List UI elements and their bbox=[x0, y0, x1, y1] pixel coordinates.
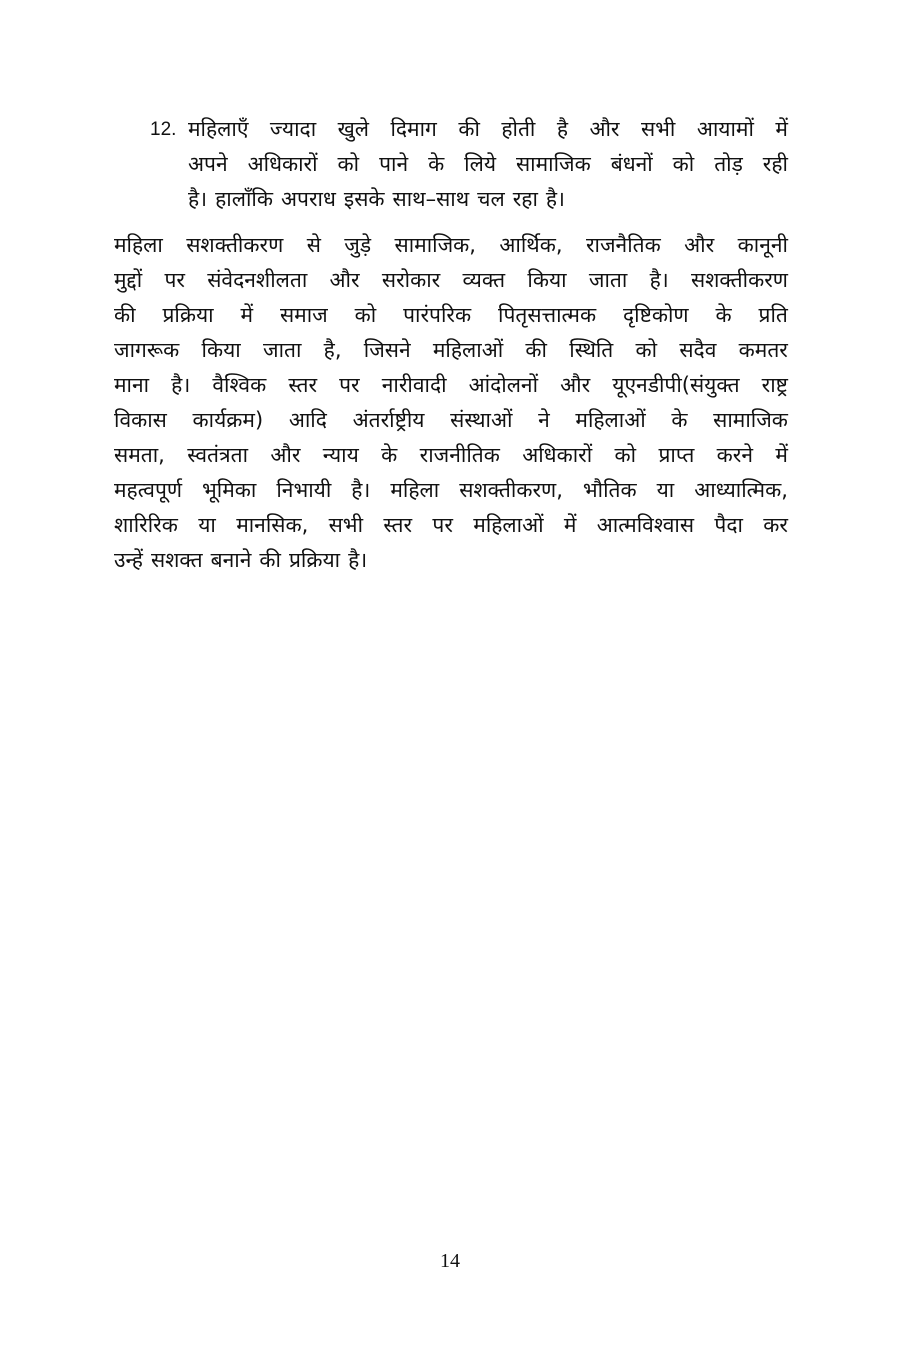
word: सामाजिक bbox=[515, 152, 591, 176]
word: इसके bbox=[343, 187, 385, 211]
word: प्राप्त bbox=[658, 443, 695, 467]
word: आर्थिक, bbox=[499, 233, 563, 257]
word: रही bbox=[762, 152, 788, 176]
word: से bbox=[306, 233, 321, 257]
word: के bbox=[671, 408, 688, 432]
paragraph-line bbox=[114, 263, 788, 298]
paragraph-line bbox=[114, 403, 788, 438]
word: को bbox=[337, 152, 360, 176]
word: कानूनी bbox=[737, 233, 788, 257]
word: खुले bbox=[337, 117, 370, 141]
body-paragraph bbox=[114, 228, 788, 578]
word: और bbox=[560, 373, 591, 397]
word: आदि bbox=[288, 408, 327, 432]
word: की bbox=[525, 338, 547, 362]
word: और bbox=[270, 443, 301, 467]
word: आध्यात्मिक, bbox=[694, 478, 788, 502]
word: सामाजिक bbox=[713, 408, 788, 432]
word: स्तर bbox=[288, 373, 318, 397]
word: प्रक्रिया bbox=[288, 548, 341, 572]
word: के bbox=[715, 303, 732, 327]
word: करने bbox=[716, 443, 754, 467]
word: महत्वपूर्ण bbox=[114, 478, 183, 502]
word: किया bbox=[201, 338, 241, 362]
word: है। bbox=[171, 373, 191, 397]
word: शारिरिक bbox=[114, 513, 178, 537]
word: किया bbox=[527, 268, 567, 292]
word: अधिकारों bbox=[522, 443, 593, 467]
word: महिलाओं bbox=[473, 513, 544, 537]
word: न्याय bbox=[322, 443, 359, 467]
word: और bbox=[684, 233, 715, 257]
word: को bbox=[635, 338, 658, 362]
word: राष्ट्र bbox=[761, 373, 788, 397]
word: सरोकार bbox=[381, 268, 441, 292]
word: को bbox=[354, 303, 377, 327]
word: है। bbox=[545, 187, 566, 211]
word: नारीवादी bbox=[381, 373, 447, 397]
word: प्रक्रिया bbox=[162, 303, 214, 327]
word: संवेदनशीलता bbox=[207, 268, 308, 292]
word: की bbox=[458, 117, 480, 141]
word: बंधनों bbox=[610, 152, 653, 176]
word: सशक्तीकरण bbox=[690, 268, 788, 292]
word: अपने bbox=[188, 152, 228, 176]
paragraph-line bbox=[114, 333, 788, 368]
word: को bbox=[614, 443, 637, 467]
word: की bbox=[114, 303, 136, 327]
list-item-text bbox=[188, 112, 788, 217]
word: उन्हें bbox=[114, 548, 143, 572]
word: सामाजिक, bbox=[394, 233, 476, 257]
word: पर bbox=[164, 268, 185, 292]
word: पर bbox=[432, 513, 453, 537]
word: व्यक्त bbox=[462, 268, 506, 292]
word: यूएनडीपी(संयुक्त bbox=[612, 373, 740, 397]
word: राजनीतिक bbox=[419, 443, 500, 467]
word: महिला bbox=[114, 233, 163, 257]
list-item-number: 12. bbox=[150, 119, 177, 140]
word: है। bbox=[649, 268, 669, 292]
word: जाता bbox=[588, 268, 628, 292]
word: है bbox=[556, 117, 568, 141]
word: अंतर्राष्ट्रीय bbox=[352, 408, 425, 432]
word: पैदा bbox=[714, 513, 743, 537]
word: की bbox=[259, 548, 281, 572]
word: सभी bbox=[640, 117, 676, 141]
word: जिसने bbox=[363, 338, 411, 362]
word: है। bbox=[348, 548, 368, 572]
word: ने bbox=[538, 408, 550, 432]
word: आत्मविश्वास bbox=[596, 513, 695, 537]
word: मानसिक, bbox=[236, 513, 309, 537]
word: आयामों bbox=[696, 117, 754, 141]
word: तोड़ bbox=[714, 152, 743, 176]
word: स्तर bbox=[383, 513, 413, 537]
word: को bbox=[672, 152, 695, 176]
word: समता, bbox=[114, 443, 165, 467]
paragraph-line bbox=[114, 438, 788, 473]
word: में bbox=[775, 117, 788, 141]
word: है, bbox=[323, 338, 342, 362]
word: ज्यादा bbox=[269, 117, 317, 141]
word: सदैव bbox=[679, 338, 717, 362]
word: आंदोलनों bbox=[468, 373, 539, 397]
word: है। bbox=[351, 478, 371, 502]
word: राजनैतिक bbox=[585, 233, 661, 257]
word: दृष्टिकोण bbox=[623, 303, 689, 327]
word: होती bbox=[501, 117, 536, 141]
word: लिये bbox=[464, 152, 497, 176]
word: कर bbox=[763, 513, 788, 537]
word: जाता bbox=[262, 338, 302, 362]
page-number: 14 bbox=[440, 1250, 460, 1272]
word: महिला bbox=[390, 478, 440, 502]
word: पारंपरिक bbox=[403, 303, 472, 327]
paragraph-line bbox=[114, 368, 788, 403]
word: महिलाओं bbox=[575, 408, 646, 432]
word: संस्थाओं bbox=[450, 408, 513, 432]
list-item-line bbox=[188, 147, 788, 182]
word: कार्यक्रम) bbox=[192, 408, 264, 432]
paragraph-line bbox=[114, 543, 788, 578]
word: दिमाग bbox=[390, 117, 437, 141]
word: समाज bbox=[279, 303, 328, 327]
word: बनाने bbox=[210, 548, 252, 572]
word: साथ–साथ bbox=[392, 187, 470, 211]
word: विकास bbox=[114, 408, 167, 432]
paragraph-line bbox=[114, 473, 788, 508]
word: पितृसत्तात्मक bbox=[498, 303, 597, 327]
word: सभी bbox=[328, 513, 364, 537]
word: में bbox=[775, 443, 788, 467]
word: माना bbox=[114, 373, 150, 397]
word: महिलाएँ bbox=[188, 117, 249, 141]
word: सशक्त bbox=[150, 548, 203, 572]
word: मुद्दों bbox=[114, 268, 143, 292]
word: में bbox=[240, 303, 254, 327]
word: निभायी bbox=[276, 478, 332, 502]
word: पर bbox=[339, 373, 360, 397]
word: के bbox=[381, 443, 398, 467]
word: जुड़े bbox=[344, 233, 372, 257]
paragraph-line bbox=[114, 298, 788, 333]
word: रहा bbox=[512, 187, 538, 211]
paragraph-line bbox=[114, 508, 788, 543]
list-item-line bbox=[188, 112, 788, 147]
word: अपराध bbox=[280, 187, 336, 211]
word: में bbox=[563, 513, 577, 537]
word: के bbox=[428, 152, 445, 176]
word: वैश्विक bbox=[212, 373, 267, 397]
word: स्थिति bbox=[569, 338, 614, 362]
word: अधिकारों bbox=[247, 152, 318, 176]
word: भूमिका bbox=[202, 478, 257, 502]
word: हालाँकि bbox=[215, 187, 273, 211]
word: सशक्तीकरण, bbox=[459, 478, 563, 502]
word: पाने bbox=[379, 152, 409, 176]
word: प्रति bbox=[758, 303, 788, 327]
word: और bbox=[589, 117, 620, 141]
list-item-line bbox=[188, 182, 788, 217]
word: या bbox=[198, 513, 216, 537]
word: और bbox=[329, 268, 360, 292]
word: भौतिक bbox=[582, 478, 637, 502]
paragraph-line bbox=[114, 228, 788, 263]
word: कमतर bbox=[738, 338, 788, 362]
word: स्वतंत्रता bbox=[187, 443, 249, 467]
word: चल bbox=[477, 187, 505, 211]
word: सशक्तीकरण bbox=[186, 233, 284, 257]
word: या bbox=[656, 478, 675, 502]
word: महिलाओं bbox=[432, 338, 504, 362]
word: है। bbox=[188, 187, 208, 211]
word: जागरूक bbox=[114, 338, 180, 362]
